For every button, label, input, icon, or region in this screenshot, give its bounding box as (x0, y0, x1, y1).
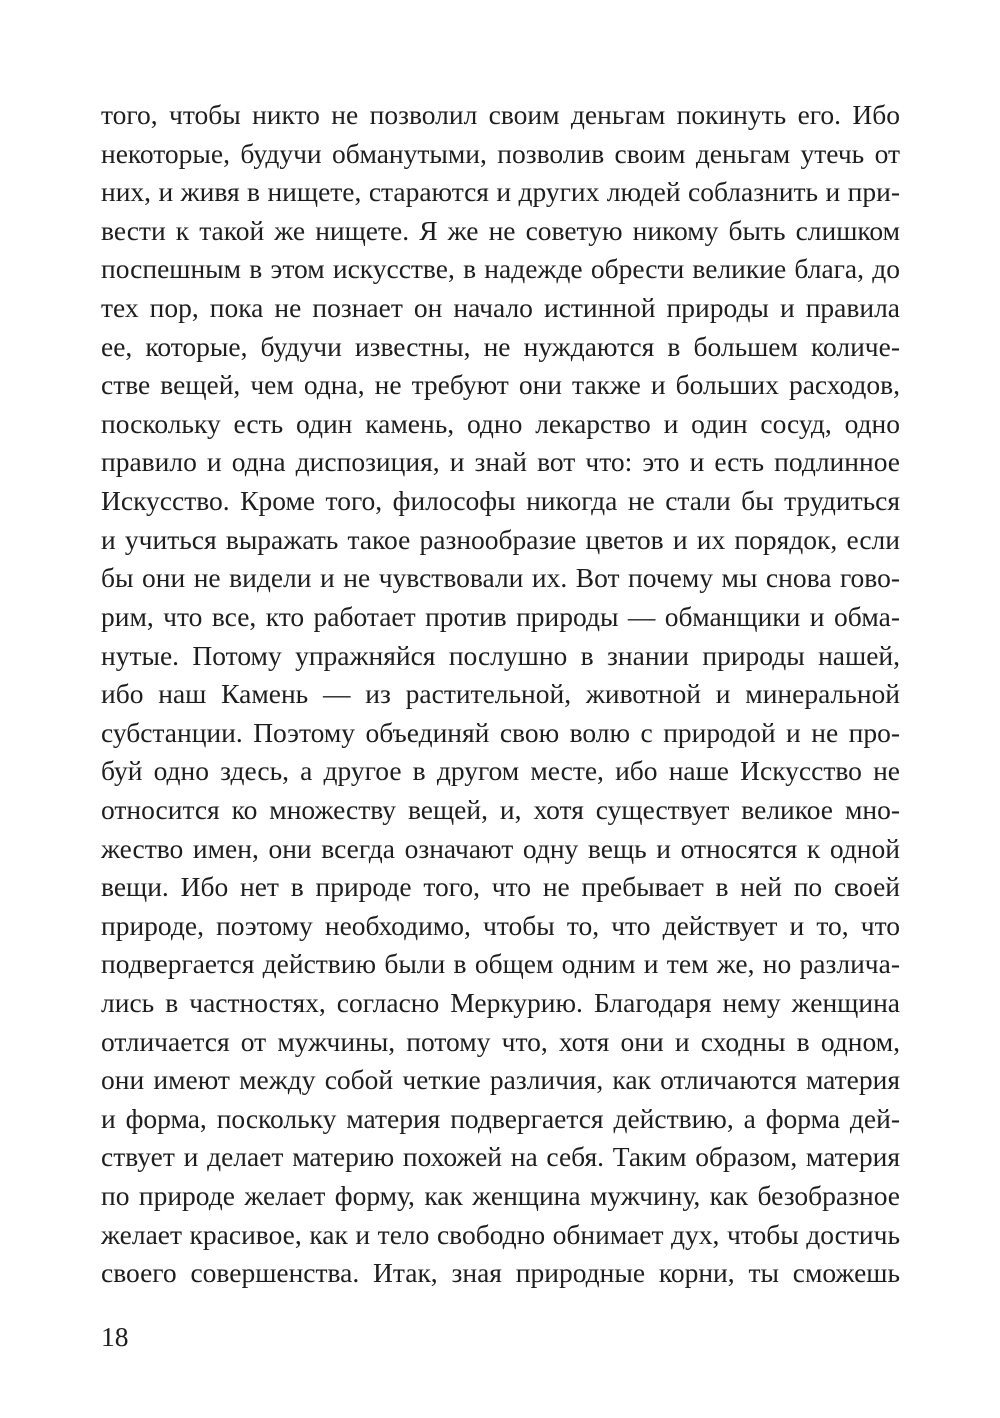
text-line: правило и одна диспозиция, и знай вот что: это и есть подлинное (101, 446, 900, 478)
text-line: некоторые, будучи обманутыми, позволив своим деньгам утечь от (101, 137, 900, 169)
text-line: лись в частностях, согласно Меркурию. Благодаря нему женщина (101, 987, 900, 1019)
text-line: они имеют между собой четкие различия, как отличаются материя (101, 1064, 900, 1096)
text-line: вещи. Ибо нет в природе того, что не пребывает в ней по своей (101, 871, 900, 903)
text-line: по природе желает форму, как женщина мужчину, как безобразное (101, 1180, 900, 1212)
text-line: и учиться выражать такое разнообразие цветов и их порядок, если (101, 523, 900, 555)
text-line: жество имен, они всегда означают одну вещь и относятся к одной (101, 832, 900, 864)
text-line: поскольку есть один камень, одно лекарство и один сосуд, одно (101, 407, 900, 439)
text-line: Искусство. Кроме того, философы никогда не стали бы трудиться (101, 485, 900, 517)
text-line: ибо наш Камень — из растительной, животной и минеральной (101, 678, 900, 710)
text-line: того, чтобы никто не позволил своим деньгам покинуть его. Ибо (101, 99, 900, 130)
text-line: желает красивое, как и тело свободно обнимает дух, чтобы достичь (101, 1218, 900, 1250)
text-line: своего совершенства. Итак, зная природные корни, ты сможешь (101, 1257, 900, 1289)
text-line: подвергается действию были в общем одним и тем же, но различа- (101, 948, 900, 980)
text-line: ствует и делает материю похожей на себя. Таким образом, материя (101, 1141, 900, 1173)
text-line: них, и живя в нищете, стараются и других людей соблазнить и при- (101, 176, 900, 208)
text-line: нутые. Потому упражняйся послушно в знании природы нашей, (101, 639, 900, 671)
text-line: буй одно здесь, а другое в другом месте, ибо наше Искусство не (101, 755, 900, 787)
text-line: вести к такой же нищете. Я же не советую никому быть слишком (101, 214, 900, 246)
text-line: природе, поэтому необходимо, чтобы то, что действует и то, что (101, 909, 900, 941)
text-line: поспешным в этом искусстве, в надежде обрести великие блага, до (101, 253, 900, 285)
text-line: субстанции. Поэтому объединяй свою волю с природой и не про- (101, 716, 900, 748)
text-line: отличается от мужчины, потому что, хотя они и сходны в одном, (101, 1025, 900, 1057)
text-line: относится ко множеству вещей, и, хотя существует великое мно- (101, 793, 900, 825)
page-number: 18 (101, 1321, 129, 1352)
text-line: тех пор, пока не познает он начало истинной природы и правила (101, 292, 900, 324)
text-line: ее, которые, будучи известны, не нуждаются в большем количе- (101, 330, 900, 362)
text-line: бы они не видели и не чувствовали их. Вот почему мы снова гово- (101, 562, 900, 594)
text-line: стве вещей, чем одна, не требуют они также и больших расходов, (101, 369, 900, 401)
body-text (101, 96, 900, 1293)
text-line: рим, что все, кто работает против природы — обманщики и обма- (101, 600, 900, 632)
text-line: и форма, поскольку материя подвергается действию, а форма дей- (101, 1102, 900, 1134)
